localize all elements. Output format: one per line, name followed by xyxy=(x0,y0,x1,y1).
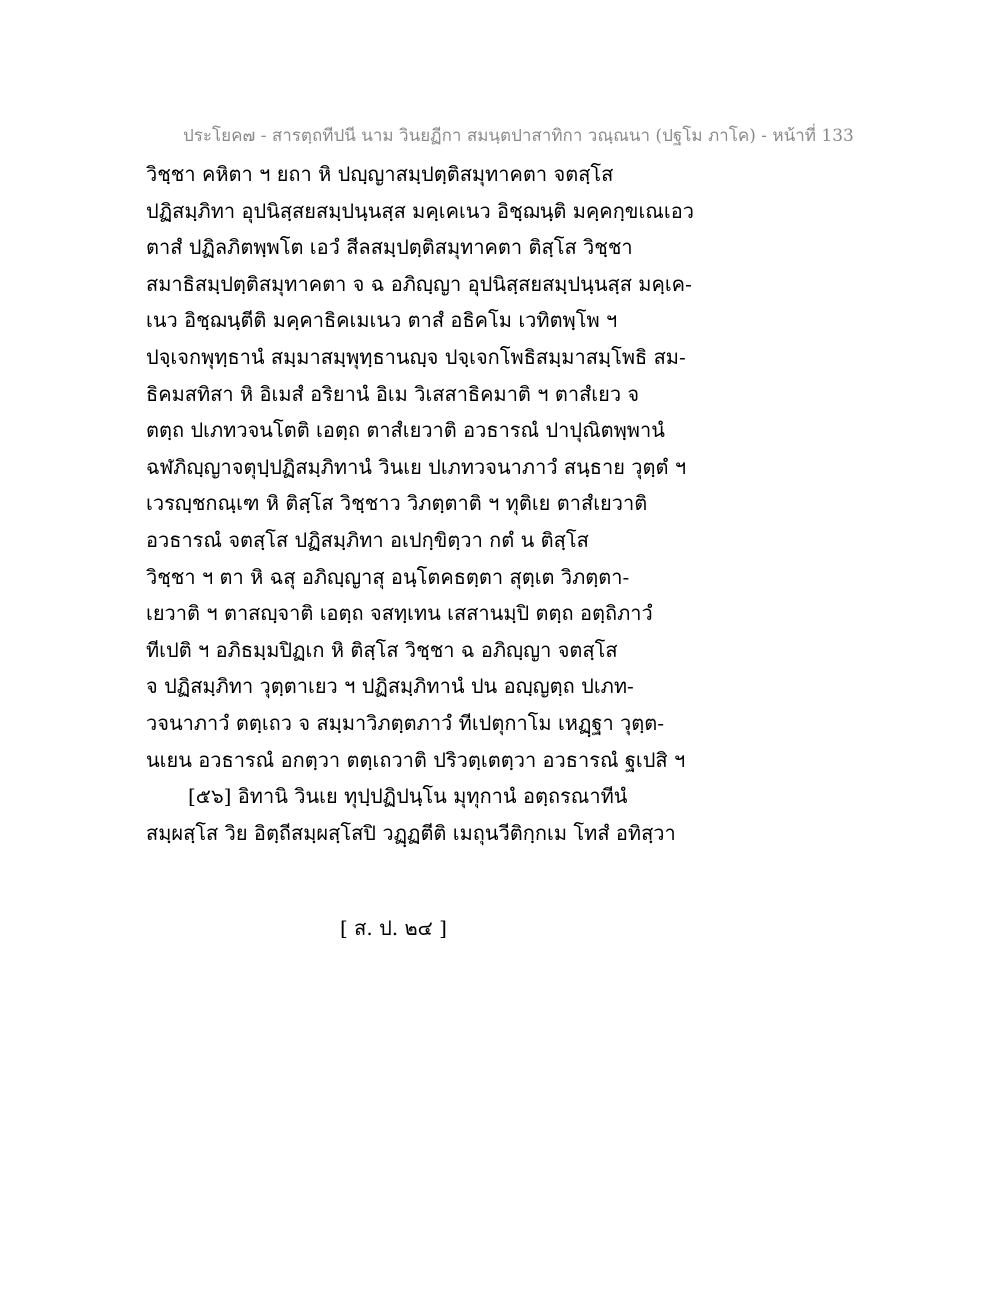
text-line: ปฏิสมฺภิทา อุปนิสฺสยสมฺปนฺนสฺส มคฺเคเนว อิชฺฌนฺติ มคฺคกฺขเณเอว xyxy=(146,198,694,223)
text-line: วิชฺชา ฯ ตา หิ ฉสุ อภิญฺญาสุ อนฺโตคธตฺตา สุตฺเต วิภตฺตา- xyxy=(146,564,630,589)
text-line: นเยน อวธารณํ อกตฺวา ตตฺเถวาติ ปริวตฺเตตฺวา อวธารณํ ฐเปสิ ฯ xyxy=(146,747,686,772)
text-line: ปจฺเจกพุทฺธานํ สมฺมาสมฺพุทฺธานญฺจ ปจฺเจกโพธิสมฺมาสมฺโพธิ สม- xyxy=(146,344,686,369)
footer-reference: [ ส. ป. ๒๔ ] xyxy=(340,916,447,940)
text-line: ฉฬภิญฺญาจตุปฺปฏิสมฺภิทานํ วินเย ปเภทวจนาภาวํ สนฺธาย วุตฺตํ ฯ xyxy=(146,454,687,479)
body-text xyxy=(146,156,706,851)
text-line: จ ปฏิสมฺภิทา วุตฺตาเยว ฯ ปฏิสมฺภิทานํ ปน อญฺญตฺถ ปเภท- xyxy=(146,674,634,699)
text-line: สมฺผสฺโส วิย อิตฺถีสมฺผสฺโสปิ วฏฺฏตีติ เมถุนวีติกฺกเม โทสํ อทิสฺวา xyxy=(146,820,676,845)
text-line: ตตฺถ ปเภทวจนโตติ เอตฺถ ตาสํเยวาติ อวธารณํ ปาปุณิตพฺพานํ xyxy=(146,418,665,443)
text-line: เวรญฺชกณฺเฑ หิ ติสฺโส วิชฺชาว วิภตฺตาติ ฯ ทุติเย ตาสํเยวาติ xyxy=(146,491,648,516)
paragraph-start-line: [๕๖] อิทานิ วินเย ทุปฺปฏิปนฺโน มุทุกานํ อตฺถรณาทีนํ xyxy=(188,784,628,809)
text-line: อวธารณํ จตสฺโส ปฏิสมฺภิทา อเปกฺขิตฺวา กตํ น ติสฺโส xyxy=(146,527,589,552)
text-line: เยวาติ ฯ ตาสญฺจาติ เอตฺถ จสทฺเทน เสสานมฺปิ ตตฺถ อตฺถิภาวํ xyxy=(146,601,653,626)
text-line: เนว อิชฺฌนฺตีติ มคฺคาธิคเมเนว ตาสํ อธิคโม เวทิตพฺโพ ฯ xyxy=(146,308,618,333)
text-line: ธิคมสทิสา หิ อิเมสํ อริยานํ อิเม วิเสสาธิคมาติ ฯ ตาสํเยว จ xyxy=(146,381,640,406)
text-line: วจนาภาวํ ตตฺเถว จ สมฺมาวิภตฺตภาวํ ทีเปตุกาโม เหฏฺฐา วุตฺต- xyxy=(146,710,664,735)
text-line: สมาธิสมฺปตฺติสมุทาคตา จ ฉ อภิญฺญา อุปนิสฺสยสมฺปนฺนสฺส มคฺเค- xyxy=(146,271,692,296)
text-line: วิชฺชา คหิตา ฯ ยถา หิ ปญฺญาสมฺปตฺติสมุทาคตา จตสฺโส xyxy=(146,162,614,186)
running-header: ประโยค๗ - สารตฺถทีปนี นาม วินยฏีกา สมนฺตปาสาทิกา วณฺณนา (ปฐโม ภาโค) - หน้าที่ 133 xyxy=(183,126,854,146)
text-line: ทีเปติ ฯ อภิธมฺมปิฏเก หิ ติสฺโส วิชฺชา ฉ อภิญฺญา จตสฺโส xyxy=(146,637,618,662)
text-line: ตาสํ ปฏิลภิตพฺพโต เอวํ สีลสมฺปตฺติสมุทาคตา ติสฺโส วิชฺชา xyxy=(146,235,633,260)
